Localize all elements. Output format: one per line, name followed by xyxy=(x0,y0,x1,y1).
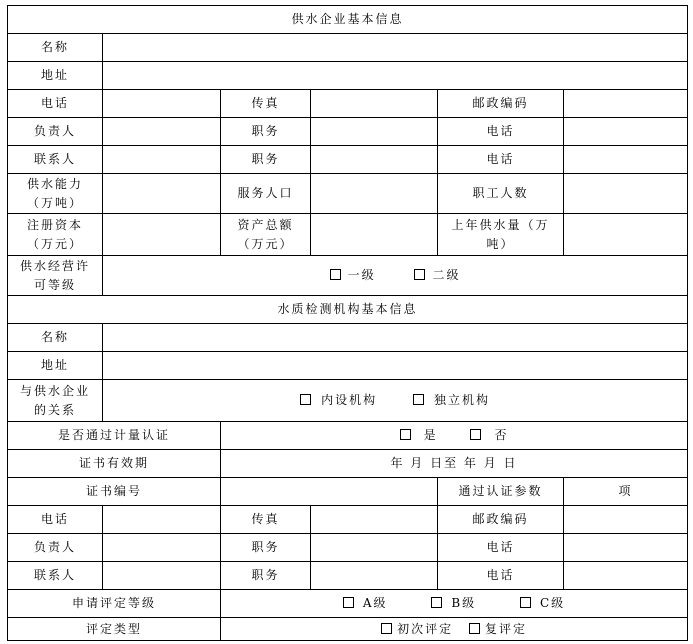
supplier-manager-position-label: 职务 xyxy=(221,118,311,146)
cert-params-field[interactable] xyxy=(564,478,688,506)
supplier-manager-position-field[interactable] xyxy=(311,118,438,146)
supplier-manager-phone-label: 电话 xyxy=(438,118,564,146)
level-option-c[interactable] xyxy=(520,594,565,613)
supplier-contact-position-field[interactable] xyxy=(311,146,438,174)
lab-contact-field[interactable] xyxy=(103,562,221,590)
supply-capacity-label-line-2: （万吨） xyxy=(26,195,83,210)
cert-validity-label: 证书有效期 xyxy=(8,450,221,478)
lab-name-field[interactable] xyxy=(103,324,688,352)
lab-postcode-field[interactable] xyxy=(564,506,688,534)
lab-manager-position-field[interactable] xyxy=(311,534,438,562)
license-option-level-1[interactable] xyxy=(330,266,376,285)
level-a-text: A级 xyxy=(362,596,388,610)
supply-capacity-label-line-1: 供水能力 xyxy=(26,176,83,191)
staff-count-label: 职工人数 xyxy=(438,174,564,214)
relation-label xyxy=(8,380,103,422)
cert-number-field[interactable] xyxy=(221,478,438,506)
cert-params-unit: 项 xyxy=(618,484,633,498)
supplier-name-field[interactable] xyxy=(103,34,688,62)
level-option-b[interactable] xyxy=(431,594,476,613)
lab-fax-label: 传真 xyxy=(221,506,311,534)
relation-options xyxy=(103,380,688,422)
apply-level-options xyxy=(221,590,688,618)
relation-option-internal[interactable] xyxy=(300,391,377,410)
supplier-contact-field[interactable] xyxy=(103,146,221,174)
lab-contact-label: 联系人 xyxy=(8,562,103,590)
license-level-label xyxy=(8,256,103,296)
registered-capital-label-line-1: 注册资本 xyxy=(26,217,83,232)
relation-independent-checkbox[interactable] xyxy=(413,394,424,405)
rating-type-options xyxy=(221,618,688,641)
total-assets-field[interactable] xyxy=(311,214,438,256)
registered-capital-label-line-2: （万元） xyxy=(26,236,83,251)
metrology-option-no[interactable] xyxy=(470,426,508,445)
rating-type-label: 评定类型 xyxy=(8,618,221,641)
supplier-phone-field[interactable] xyxy=(103,90,221,118)
registered-capital-field[interactable] xyxy=(103,214,221,256)
type-reassessment-checkbox[interactable] xyxy=(469,623,480,634)
level-a-checkbox[interactable] xyxy=(343,597,354,608)
total-assets-label-line-1: 资产总额 xyxy=(237,217,294,232)
lab-section-title: 水质检测机构基本信息 xyxy=(8,296,688,324)
last-year-supply-label-line-2: 吨） xyxy=(486,236,515,251)
service-population-label: 服务人口 xyxy=(221,174,311,214)
license-level-options xyxy=(103,256,688,296)
lab-contact-phone-label: 电话 xyxy=(438,562,564,590)
license-level-label-line-2: 可等级 xyxy=(33,277,76,292)
cert-validity-field[interactable]: 年 月 日至 年 月 日 xyxy=(221,450,688,478)
supply-capacity-label xyxy=(8,174,103,214)
metrology-yes-text: 是 xyxy=(423,428,438,442)
supplier-contact-phone-label: 电话 xyxy=(438,146,564,174)
type-initial-text: 初次评定 xyxy=(397,621,454,636)
level-c-checkbox[interactable] xyxy=(520,597,531,608)
license-level-1-text: 一级 xyxy=(347,268,376,282)
lab-manager-phone-label: 电话 xyxy=(438,534,564,562)
last-year-supply-label xyxy=(438,214,564,256)
supplier-name-label: 名称 xyxy=(8,34,103,62)
relation-internal-checkbox[interactable] xyxy=(300,394,311,405)
lab-phone-field[interactable] xyxy=(103,506,221,534)
supplier-phone-label: 电话 xyxy=(8,90,103,118)
lab-contact-position-field[interactable] xyxy=(311,562,438,590)
supplier-manager-label: 负责人 xyxy=(8,118,103,146)
lab-manager-phone-field[interactable] xyxy=(564,534,688,562)
relation-option-independent[interactable] xyxy=(413,391,490,410)
license-level-label-line-1: 供水经营许 xyxy=(19,258,90,273)
supplier-contact-phone-field[interactable] xyxy=(564,146,688,174)
supplier-contact-position-label: 职务 xyxy=(221,146,311,174)
level-b-checkbox[interactable] xyxy=(431,597,442,608)
last-year-supply-label-line-1: 上年供水量（万 xyxy=(451,217,550,232)
last-year-supply-field[interactable] xyxy=(564,214,688,256)
lab-phone-label: 电话 xyxy=(8,506,103,534)
metrology-cert-label: 是否通过计量认证 xyxy=(8,422,221,450)
metrology-no-text: 否 xyxy=(494,428,509,442)
type-option-initial[interactable] xyxy=(381,620,453,639)
relation-independent-text: 独立机构 xyxy=(433,393,490,407)
lab-contact-phone-field[interactable] xyxy=(564,562,688,590)
supplier-address-field[interactable] xyxy=(103,62,688,90)
supplier-postcode-field[interactable] xyxy=(564,90,688,118)
service-population-field[interactable] xyxy=(311,174,438,214)
license-option-level-2[interactable] xyxy=(414,266,460,285)
application-form-table xyxy=(7,5,688,641)
cert-number-label: 证书编号 xyxy=(8,478,221,506)
supplier-fax-label: 传真 xyxy=(221,90,311,118)
lab-name-label: 名称 xyxy=(8,324,103,352)
type-option-reassessment[interactable] xyxy=(469,620,527,639)
supplier-contact-label: 联系人 xyxy=(8,146,103,174)
metrology-option-yes[interactable] xyxy=(400,426,438,445)
type-reassessment-text: 复评定 xyxy=(484,621,527,636)
supplier-fax-field[interactable] xyxy=(311,90,438,118)
lab-manager-label: 负责人 xyxy=(8,534,103,562)
lab-address-label: 地址 xyxy=(8,352,103,380)
license-level-2-checkbox[interactable] xyxy=(414,269,425,280)
supplier-manager-phone-field[interactable] xyxy=(564,118,688,146)
total-assets-label xyxy=(221,214,311,256)
supplier-manager-field[interactable] xyxy=(103,118,221,146)
metrology-cert-options xyxy=(221,422,688,450)
license-level-1-checkbox[interactable] xyxy=(330,269,341,280)
metrology-no-checkbox[interactable] xyxy=(470,429,481,440)
supplier-postcode-label: 邮政编码 xyxy=(438,90,564,118)
level-option-a[interactable] xyxy=(343,594,388,613)
lab-manager-field[interactable] xyxy=(103,534,221,562)
lab-postcode-label: 邮政编码 xyxy=(438,506,564,534)
lab-fax-field[interactable] xyxy=(311,506,438,534)
relation-label-line-2: 的关系 xyxy=(33,402,76,417)
level-b-text: B级 xyxy=(451,596,477,610)
cert-params-label: 通过认证参数 xyxy=(438,478,564,506)
staff-count-field[interactable] xyxy=(564,174,688,214)
relation-internal-text: 内设机构 xyxy=(321,393,378,407)
lab-address-field[interactable] xyxy=(103,352,688,380)
relation-label-line-1: 与供水企业 xyxy=(19,383,90,398)
type-initial-checkbox[interactable] xyxy=(381,623,392,634)
license-level-2-text: 二级 xyxy=(432,268,461,282)
supplier-section-title: 供水企业基本信息 xyxy=(8,6,688,34)
lab-manager-position-label: 职务 xyxy=(221,534,311,562)
total-assets-label-line-2: （万元） xyxy=(237,236,294,251)
metrology-yes-checkbox[interactable] xyxy=(400,429,411,440)
supplier-address-label: 地址 xyxy=(8,62,103,90)
level-c-text: C级 xyxy=(540,596,566,610)
apply-level-label: 申请评定等级 xyxy=(8,590,221,618)
registered-capital-label xyxy=(8,214,103,256)
supply-capacity-field[interactable] xyxy=(103,174,221,214)
lab-contact-position-label: 职务 xyxy=(221,562,311,590)
